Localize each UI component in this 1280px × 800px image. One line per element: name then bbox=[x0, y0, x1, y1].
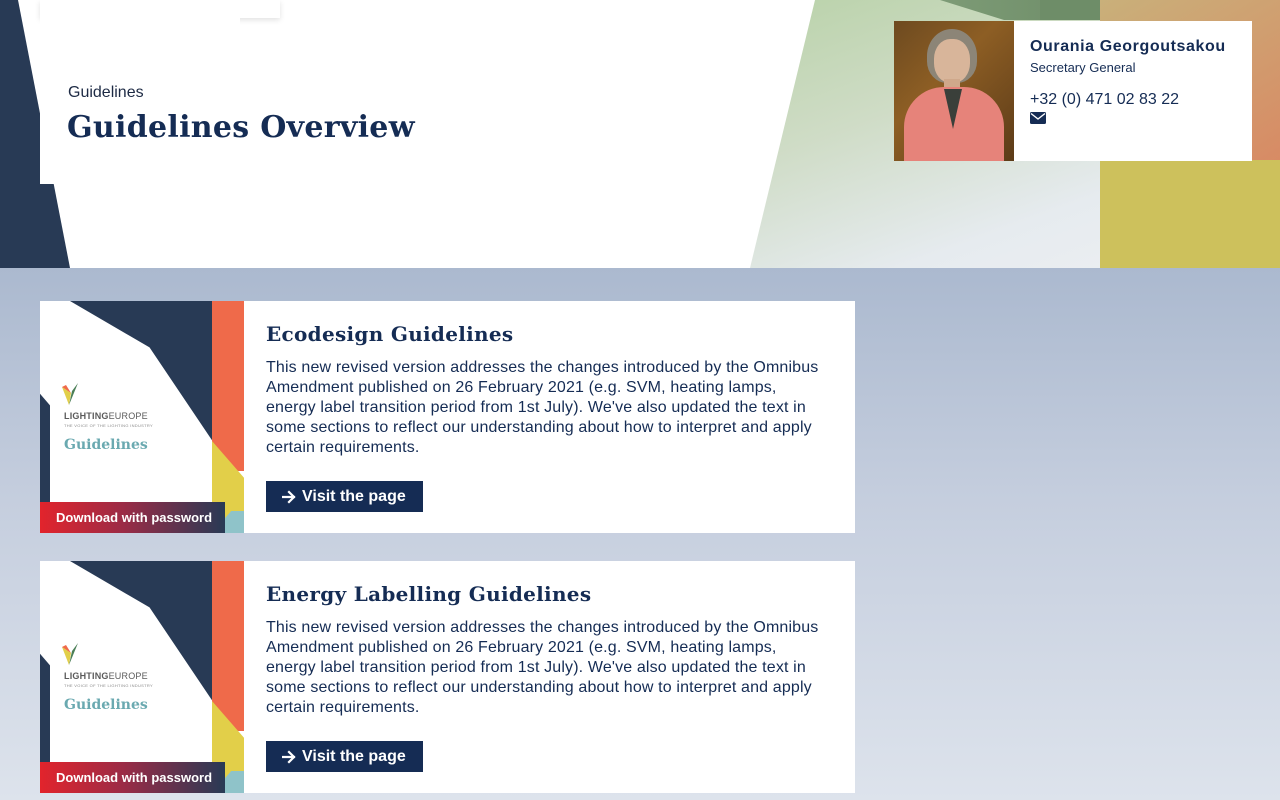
envelope-icon[interactable] bbox=[1030, 112, 1046, 124]
card-description: This new revised version addresses the changes introduced by the Omnibus Amendment published on 26 February 2021 (e.g. SVM, heating lamps, energy label transition period from 1st July). We've also updated the text in some sections to reflect our understanding about how to interpret and apply certain requirements. bbox=[266, 619, 819, 716]
logo-wordmark: LIGHTINGEUROPE bbox=[64, 671, 148, 681]
download-with-password-button[interactable]: Download with password bbox=[40, 762, 225, 793]
logo-wordmark: LIGHTINGEUROPE bbox=[64, 411, 148, 421]
guideline-card-ecodesign bbox=[40, 301, 855, 533]
arrow-right-icon bbox=[282, 490, 296, 504]
visit-page-button[interactable] bbox=[266, 481, 423, 512]
lightingeurope-logo-icon bbox=[60, 643, 80, 669]
breadcrumb[interactable]: Guidelines bbox=[68, 84, 144, 101]
page-hero bbox=[0, 0, 1280, 268]
arrow-right-icon bbox=[282, 750, 296, 764]
card-description: This new revised version addresses the changes introduced by the Omnibus Amendment published on 26 February 2021 (e.g. SVM, heating lamps, energy label transition period from 1st July). We've also updated the text in some sections to reflect our understanding about how to interpret and apply certain requirements. bbox=[266, 359, 819, 456]
hero-decor-yellow bbox=[1100, 160, 1280, 268]
guideline-thumbnail[interactable] bbox=[40, 561, 244, 793]
top-panel bbox=[40, 0, 280, 18]
contact-photo bbox=[894, 21, 1014, 161]
contact-phone[interactable]: +32 (0) 471 02 83 22 bbox=[1030, 91, 1180, 108]
contact-role: Secretary General bbox=[1030, 60, 1136, 75]
thumbnail-label: Guidelines bbox=[64, 697, 148, 713]
logo-tagline: THE VOICE OF THE LIGHTING INDUSTRY bbox=[64, 423, 153, 428]
contact-card bbox=[894, 21, 1252, 161]
visit-page-label: Visit the page bbox=[302, 487, 406, 505]
thumbnail-label: Guidelines bbox=[64, 437, 148, 453]
logo-tagline: THE VOICE OF THE LIGHTING INDUSTRY bbox=[64, 683, 153, 688]
contact-name: Ourania Georgoutsakou bbox=[1030, 38, 1226, 55]
card-title[interactable]: Energy Labelling Guidelines bbox=[266, 582, 592, 606]
hero-decor-green bbox=[1040, 0, 1100, 20]
download-with-password-button[interactable]: Download with password bbox=[40, 502, 225, 533]
lightingeurope-logo-icon bbox=[60, 383, 80, 409]
page-title: Guidelines Overview bbox=[67, 110, 415, 145]
guideline-card-energy-labelling bbox=[40, 561, 855, 793]
guideline-thumbnail[interactable] bbox=[40, 301, 244, 533]
visit-page-label: Visit the page bbox=[302, 747, 406, 765]
visit-page-button[interactable] bbox=[266, 741, 423, 772]
card-title[interactable]: Ecodesign Guidelines bbox=[266, 322, 514, 346]
